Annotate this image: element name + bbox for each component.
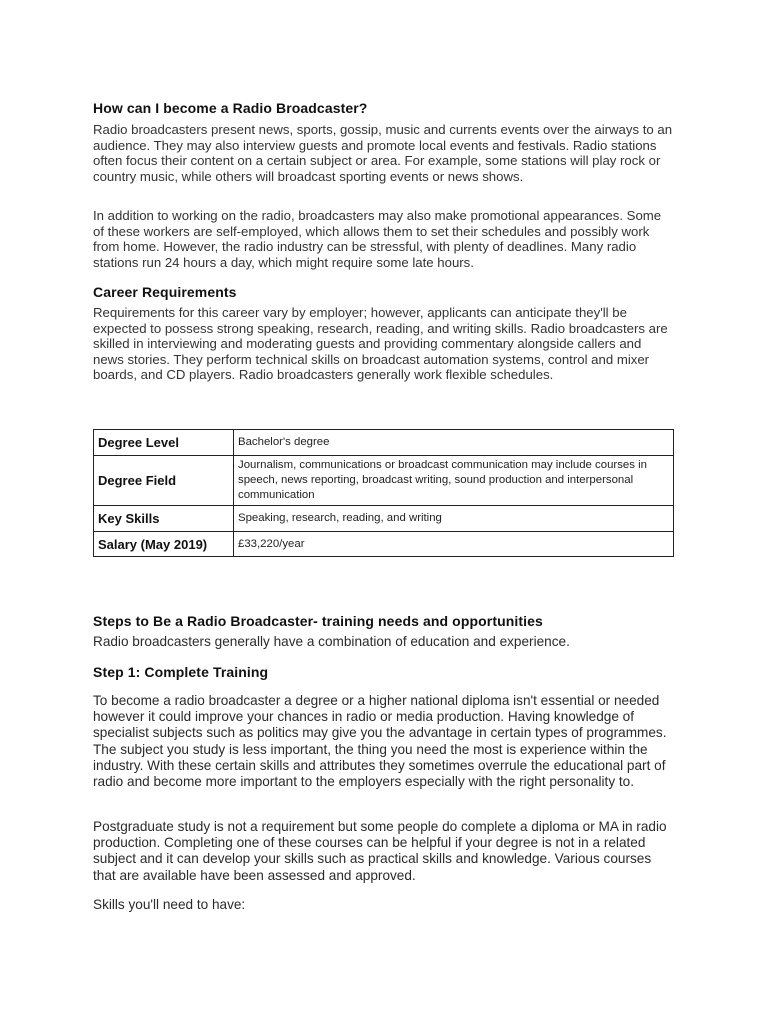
table-row [94, 506, 674, 532]
table-value-cell: Bachelor's degree [234, 430, 674, 456]
table-label-cell: Key Skills [94, 506, 234, 532]
heading-steps: Steps to Be a Radio Broadcaster- training needs and opportunities [93, 613, 543, 629]
heading-career-requirements: Career Requirements [93, 284, 237, 300]
table-row [94, 532, 674, 557]
heading-step-1: Step 1: Complete Training [93, 664, 269, 680]
table-row [94, 430, 674, 456]
table-value-cell: Journalism, communications or broadcast communication may include courses in speech, news reporting, broadcast writing, sound production and interpersonal communication [234, 456, 674, 506]
table-value-cell: £33,220/year [234, 532, 674, 557]
heading-become-radio-broadcaster: How can I become a Radio Broadcaster? [93, 100, 368, 116]
paragraph-step-1-training: To become a radio broadcaster a degree or a higher national diploma isn't essential or needed however it could improve your chances in radio or media production. Having knowledge of specialist subjects such as politics may give you the advantage in certain types of programmes. The subject you study is less important, the thing you need the most is experience within the industry. With these certain skills and attributes they sometimes overrule the educational part of radio and become more important to the employers especially with the right personality to. [93, 693, 667, 790]
paragraph-steps-intro: Radio broadcasters generally have a combination of education and experience. [93, 634, 570, 649]
paragraph-intro: Radio broadcasters present news, sports, gossip, music and currents events over the airways to an audience. They may also interview guests and promote local events and festivals. Radio stations often focus their content on a certain subject or area. For example, some stations will play rock or country music, while others will broadcast sporting events or news shows. [93, 122, 673, 184]
table-label-cell: Degree Level [94, 430, 234, 456]
table-row [94, 456, 674, 506]
table-label-cell: Degree Field [94, 456, 234, 506]
table-value-cell: Speaking, research, reading, and writing [234, 506, 674, 532]
table-label-cell: Salary (May 2019) [94, 532, 234, 557]
career-facts-table [93, 429, 674, 557]
paragraph-postgraduate-study: Postgraduate study is not a requirement but some people do complete a diploma or MA in radio production. Completing one of these courses can be helpful if your degree is not in a related subject and it can develop your skills such as practical skills and knowledge. Various courses that are available have been assessed and approved. [93, 819, 667, 883]
paragraph-additional-work: In addition to working on the radio, broadcasters may also make promotional appearances. Some of these workers are self-employed, which allows them to set their schedules and possibly work from home. However, the radio industry can be stressful, with plenty of deadlines. Many radio stations run 24 hours a day, which might require some late hours. [93, 208, 662, 270]
paragraph-skills-intro: Skills you'll need to have: [93, 897, 246, 912]
paragraph-career-requirements: Requirements for this career vary by employer; however, applicants can anticipate they'll be expected to possess strong speaking, research, reading, and writing skills. Radio broadcasters are skilled in interviewing and moderating guests and providing commentary alongside callers and news stories. They perform technical skills on broadcast automation systems, control and mixer boards, and CD players. Radio broadcasters generally work flexible schedules. [93, 305, 668, 383]
